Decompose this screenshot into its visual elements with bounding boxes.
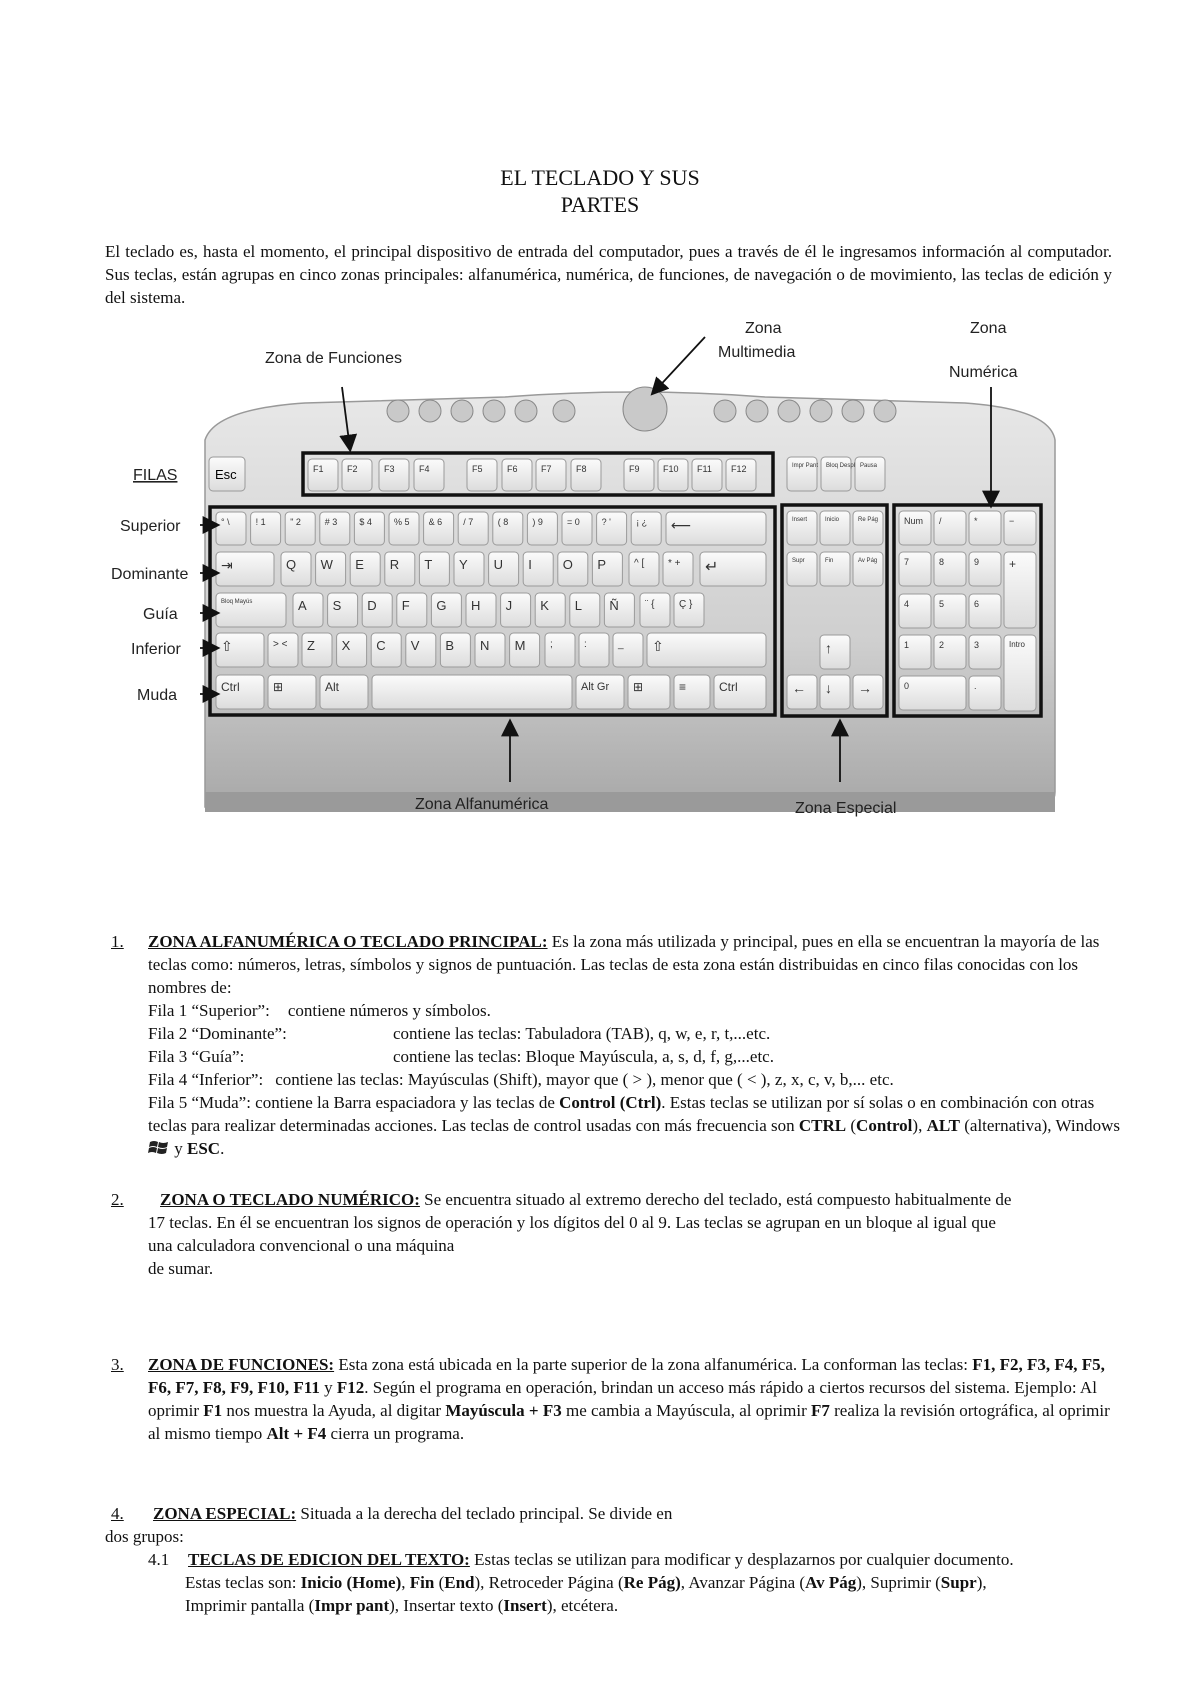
key-label: S (332, 598, 342, 613)
key-label: > < (273, 639, 288, 650)
key-label: F11 (697, 464, 712, 474)
section-1-heading: ZONA ALFANUMÉRICA O TECLADO PRINCIPAL: (148, 932, 548, 951)
key-label: ← (792, 680, 806, 696)
fila-3: Fila 3 “Guía”: contiene las teclas: Bloque Mayúscula, a, s, d, f, g,...etc. (148, 1047, 774, 1066)
key-label: J (505, 598, 513, 613)
svg-text:Esc: Esc (215, 467, 237, 482)
key-label: Bloq Mayús (221, 599, 253, 605)
key-label: 5 (939, 599, 945, 609)
key-label: ↓ (825, 680, 832, 696)
key-label: $ 4 (359, 517, 372, 527)
key-label: A (298, 598, 307, 613)
key-label: W (320, 557, 333, 572)
key-label: P (597, 557, 607, 572)
key-label: G (436, 598, 447, 613)
key-label: 1 (904, 640, 910, 650)
label-fila-inferior: Inferior (131, 641, 181, 658)
key-label: ⊞ (273, 680, 284, 694)
key-label: & 6 (428, 517, 443, 527)
key-label: ≡ (679, 680, 687, 694)
key-space (372, 675, 572, 709)
key-label: * + (668, 558, 681, 569)
label-fila-dominante: Dominante (111, 566, 189, 583)
key-label: ( 8 (497, 517, 509, 527)
key-label: F6 (507, 464, 518, 474)
section-3: 3. ZONA DE FUNCIONES: Esta zona está ubicada en la parte superior de la zona alfanumérica. La conforman las teclas: F1, F2, F3, F4, F5, F6, F7, F8, F9, F10, F11 y F12. Según el programa en operación, brindan un acceso más rápido a ciertos recursos del sistema. Ejemplo: Al oprimir F1 nos muestra la Ayuda, al digitar Mayúscula + F3 me cambia a Mayúscula, al oprimir F7 realiza la revisión ortográfica, al oprimir al mismo tiempo Alt + F4 cierra un programa. (111, 1355, 1110, 1443)
key-label: ¡ ¿ (636, 517, 648, 527)
key-label: 2 (939, 640, 945, 650)
key-label: U (493, 557, 503, 572)
key-label: = 0 (567, 517, 580, 527)
key-label: Ctrl (719, 680, 738, 694)
fila-2: Fila 2 “Dominante”: contiene las teclas: Tabuladora (TAB), q, w, e, r, t,...etc. (148, 1024, 771, 1043)
key-label: % 5 (394, 517, 410, 527)
key-label: L (574, 598, 583, 613)
label-fila-superior: Superior (120, 518, 181, 535)
label-zona-multimedia-1: Zona (745, 320, 782, 337)
key-label: O (562, 557, 573, 572)
key-label: ⊞ (633, 680, 644, 694)
key-label: Alt Gr (581, 681, 610, 693)
key-label: N (480, 638, 490, 653)
key-label: # 3 (324, 517, 338, 527)
windows-logo-icon (148, 1139, 170, 1157)
key-label: T (424, 557, 433, 572)
key-label: F9 (629, 464, 640, 474)
key-label: 0 (904, 681, 910, 691)
section-1: 1. ZONA ALFANUMÉRICA O TECLADO PRINCIPAL: Es la zona más utilizada y principal, pues en ella se encuentran la mayoría de las teclas como: números, letras, símbolos y signos de puntuación. Las teclas de esta zona están distribuidas en cinco filas conocidas con los nombres de: Fila 1 “Superior”: contiene números y símbolos. Fila 2 “Dominante”: contiene las teclas: Tabuladora (TAB), q, w, e, r, t,...etc. Fila 3 “Guía”: contiene las teclas: Bloque Mayúscula, a, s, d, f, g,...etc. Fila 4 “Inferior”: contiene las teclas: Mayúsculas (Shift), mayor que ( > ), menor que ( < ), z, x, c, v, b,... etc. Fila 5 “Muda”: contiene la Barra espaciadora y las teclas de Control (Ctrl). Estas teclas se utilizan por sí solas o en combinación con otras teclas para realizar determinadas acciones. Las teclas de control usadas con más frecuencia son CTRL (Control), ALT (alternativa), Windows y ESC. (105, 930, 1125, 1160)
label-zona-especial: Zona Especial (795, 800, 897, 817)
fila-1: Fila 1 “Superior”: contiene números y símbolos. (148, 1001, 491, 1020)
key-label: F3 (384, 464, 395, 474)
intro-paragraph: El teclado es, hasta el momento, el principal dispositivo de entrada del computador, pues a través de él le ingresamos información al computador. Sus teclas, están agrupas en cinco zonas principales: alfanumérica, numérica, de funciones, de navegación o de movimiento, las teclas de edición y del sistema. (105, 242, 1112, 307)
section-2: 2. ZONA O TECLADO NUMÉRICO: Se encuentra situado al extremo derecho del teclado, está compuesto habitualmente de 17 teclas. En él se encuentran los signos de operación y los dígitos del 0 al 9. Las teclas se agrupan en un bloque al igual que una calculadora convencional o una máquina de sumar. (111, 1190, 1012, 1278)
section-4: 4. ZONA ESPECIAL: Situada a la derecha del teclado principal. Se divide en dos grupos: 4.1 TECLAS DE EDICION DEL TEXTO: Estas teclas se utilizan para modificar y desplazarnos por cualquier documento. Estas teclas son: Inicio (Home), Fin (End), Retroceder Página (Re Pág), Avanzar Página (Av Pág), Suprimir (Supr), Imprimir pantalla (Impr pant), Insertar texto (Insert), etcétera. (105, 1504, 1014, 1615)
key-label: ! 1 (255, 517, 266, 527)
key-label: H (471, 598, 481, 613)
label-zona-numerica-2: Numérica (949, 364, 1018, 381)
key-label: Y (459, 557, 468, 572)
fila-5: Fila 5 “Muda”: contiene la Barra espaciadora y las teclas de Control (Ctrl). Estas teclas se utilizan por sí solas o en combinación con otras teclas para realizar determinadas acciones. Las teclas de control usadas con más frecuencia son CTRL (Control), ALT (alternativa), Windows y ESC. (148, 1093, 1120, 1158)
key-label: Intro (1009, 640, 1026, 649)
section-3-heading: ZONA DE FUNCIONES: (148, 1355, 335, 1374)
fila-4: Fila 4 “Inferior”: contiene las teclas: Mayúsculas (Shift), mayor que ( > ), menor que ( < ), z, x, c, v, b,... etc. (148, 1070, 894, 1089)
key-label: 4 (904, 599, 910, 609)
key-label: E (355, 557, 364, 572)
key-label: F7 (541, 464, 552, 474)
key-label: F12 (731, 464, 747, 474)
key-label: ⇧ (652, 638, 664, 654)
key-label: F (401, 598, 410, 613)
key-numpad-0 (899, 676, 966, 710)
page-title: EL TECLADO Y SUS PARTES (500, 165, 700, 217)
key-label: Insert (792, 517, 808, 523)
key-label: F2 (347, 464, 358, 474)
key-label: R (389, 557, 400, 572)
key-label: 8 (939, 557, 945, 567)
key-label: ↑ (825, 640, 832, 656)
key-label: Re Pág (858, 517, 879, 523)
key-label: F10 (663, 464, 679, 474)
key-label: 3 (974, 640, 980, 650)
key-label: B (445, 638, 455, 653)
key-label: Q (286, 557, 297, 572)
key-label: F5 (472, 464, 483, 474)
key-label: Bloq Despl (826, 463, 856, 469)
key-label: 9 (974, 557, 980, 567)
key-label: _ (618, 639, 624, 650)
key-label: ; (550, 639, 553, 650)
key-label: Alt (325, 680, 340, 694)
key-label: ^ [ (634, 558, 645, 569)
label-fila-guia: Guía (143, 606, 178, 623)
key-label: V (410, 638, 420, 653)
section-2-heading: ZONA O TECLADO NUMÉRICO: (160, 1190, 420, 1209)
key-label: + (1009, 557, 1017, 571)
key-label: ? ' (601, 517, 611, 527)
key-label: Ç } (679, 599, 693, 610)
label-zona-numerica-1: Zona (970, 320, 1007, 337)
key-label: ⇥ (221, 557, 233, 573)
key-label: 6 (974, 599, 980, 609)
key-label: ↵ (705, 559, 719, 576)
key-label: − (1009, 516, 1015, 526)
label-zona-funciones: Zona de Funciones (265, 350, 402, 367)
label-zona-alfanumerica: Zona Alfanumérica (415, 796, 549, 813)
key-label: Ñ (609, 598, 619, 613)
key-label: ) 9 (532, 517, 543, 527)
key-label: D (367, 598, 377, 613)
key-label: : (584, 639, 587, 650)
key-label: " 2 (290, 517, 301, 527)
key-label: ° \ (221, 517, 230, 527)
key-label: ⟵ (671, 517, 692, 533)
key-label: Num (904, 516, 924, 526)
key-label: Fin (825, 558, 834, 564)
key-label: Z (307, 638, 315, 653)
key-label: ⇧ (221, 638, 233, 654)
key-label: 7 (904, 557, 910, 567)
key-label: Pausa (860, 463, 878, 469)
keyboard-figure (105, 320, 1155, 907)
key-label: Inicio (825, 517, 840, 523)
key-shift-right (647, 633, 766, 667)
key-label: C (376, 638, 386, 653)
key-label: F1 (313, 464, 324, 474)
key-label: ¨ { (645, 599, 655, 610)
key-label: / 7 (463, 517, 474, 527)
key-label: Supr (792, 558, 805, 564)
key-label: I (528, 557, 532, 572)
key-label: F4 (419, 464, 430, 474)
key-label: * (974, 516, 978, 526)
key-label: F8 (576, 464, 587, 474)
key-label: Impr Pant (792, 463, 819, 469)
key-label: / (939, 516, 942, 526)
key-label: . (974, 681, 977, 691)
label-zona-multimedia-2: Multimedia (718, 344, 796, 361)
section-4-1-heading: TECLAS DE EDICION DEL TEXTO: (188, 1550, 470, 1569)
label-filas: FILAS (133, 467, 178, 484)
key-label: K (540, 598, 549, 613)
section-4-heading: ZONA ESPECIAL: (153, 1504, 297, 1523)
key-label: Ctrl (221, 680, 240, 694)
key-label: M (514, 638, 526, 653)
key-label: X (341, 638, 351, 653)
key-label: → (858, 680, 872, 696)
key-label: Av Pág (858, 558, 878, 564)
label-fila-muda: Muda (137, 687, 178, 704)
